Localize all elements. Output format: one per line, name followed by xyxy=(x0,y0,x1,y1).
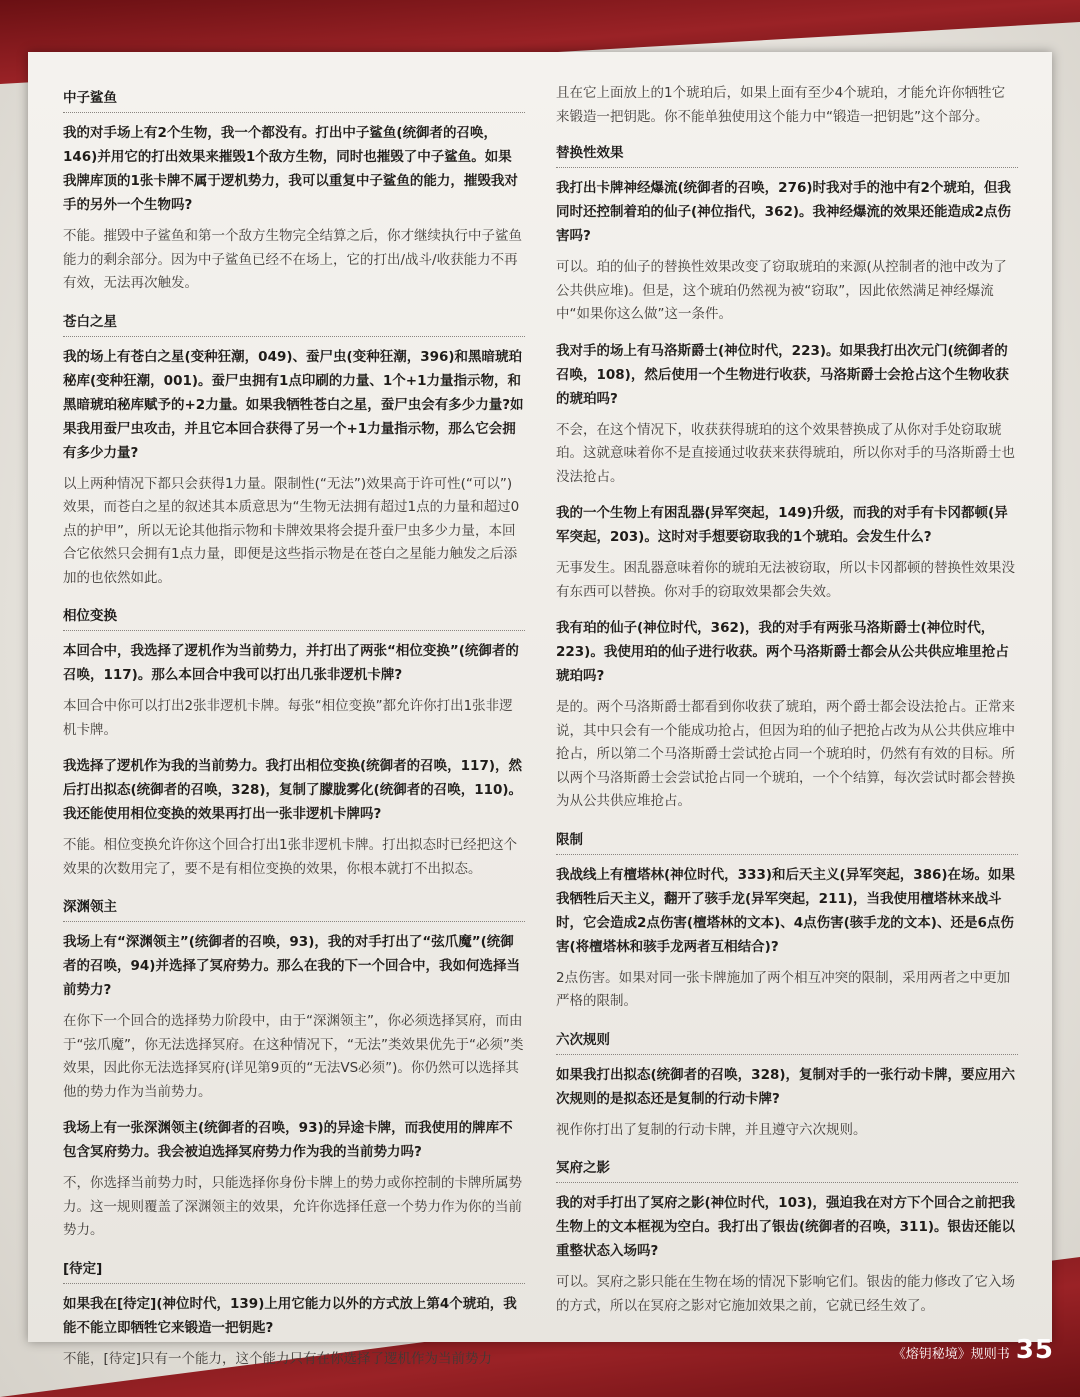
section-phase-shift xyxy=(63,604,525,881)
section-shadow-of-dis xyxy=(556,1156,1018,1318)
question: 我战线上有檀塔林(神位时代，333)和后天主义(异军突起，386)在场。如果我牺牲后天主义，翻开了骇手龙(异军突起，211)，当我使用檀塔林来战斗时，它会造成2点伤害(檀塔林的文本)、4点伤害(骇手龙的文本)、还是6点伤害(将檀塔林和骇手龙两者互相结合)? xyxy=(556,866,1016,955)
answer: 不会，在这个情况下，收获获得琥珀的这个效果替换成了从你对手处窃取琥珀。这就意味着你不是直接通过收获来获得琥珀，所以你对手的马洛斯爵士也没法抢占。 xyxy=(556,421,1015,485)
section-rule-of-six xyxy=(556,1028,1018,1143)
section-replacement-effects xyxy=(556,141,1018,814)
section-heading: 替换性效果 xyxy=(556,141,1018,168)
answer: 不，你选择当前势力时，只能选择你身份卡牌上的势力或你控制的卡牌所属势力。这一规则覆盖了深渊领主的效果，允许你选择任意一个势力作为你的当前势力。 xyxy=(63,1175,522,1238)
answer: 不能。摧毁中子鲨鱼和第一个敌方生物完全结算之后，你才继续执行中子鲨鱼能力的剩余部分。因为中子鲨鱼已经不在场上，它的打出/战斗/收获能力不再有效，无法再次触发。 xyxy=(63,228,522,291)
section-pale-star xyxy=(63,310,525,591)
answer: 本回合中你可以打出2张非逻机卡牌。每张“相位变换”都允许你打出1张非逻机卡牌。 xyxy=(63,698,513,738)
question: 我打出卡牌神经爆流(统御者的召唤，276)时我对手的池中有2个琥珀，但我同时还控制着珀的仙子(神位指代，362)。我神经爆流的效果还能造成2点伤害吗? xyxy=(556,180,1011,244)
book-title: 《熔钥秘境》规则书 xyxy=(892,1347,1010,1362)
answer: 是的。两个马洛斯爵士都看到你收获了琥珀，两个爵士都会设法抢占。正常来说，其中只会有一个能成功抢占，但因为珀的仙子把抢占改为从公共供应堆中抢占，所以第二个马洛斯爵士尝试抢占同一个琥珀时，仍然有有效的目标。所以两个马洛斯爵士会尝试抢占同一个琥珀，一个个结算，每次尝试时都会替换为从公共供应堆抢占。 xyxy=(556,699,1015,809)
section-heading: 苍白之星 xyxy=(63,310,525,337)
question: 如果我打出拟态(统御者的召唤，328)，复制对手的一张行动卡牌，要应用六次规则的是拟态还是复制的行动卡牌? xyxy=(556,1066,1016,1107)
section-abyss-lord xyxy=(63,895,525,1243)
section-heading: 六次规则 xyxy=(556,1028,1018,1055)
question: 我的对手场上有2个生物，我一个都没有。打出中子鲨鱼(统御者的召唤，146)并用它的打出效果来摧毁1个敌方生物，同时也摧毁了中子鲨鱼。如果我牌库顶的1张卡牌不属于逻机势力，我可以重复中子鲨鱼的能力，摧毁我对手的另外一个生物吗? xyxy=(63,125,518,213)
section-heading: 限制 xyxy=(556,828,1018,855)
question: 我选择了逻机作为我的当前势力。我打出相位变换(统御者的召唤，117)，然后打出拟态(统御者的召唤，328)，复制了朦胧雾化(统御者的召唤，110)。我还能使用相位变换的效果再打出一张非逻机卡牌吗? xyxy=(63,758,523,822)
section-heading: 深渊领主 xyxy=(63,895,525,922)
question: 本回合中，我选择了逻机作为当前势力，并打出了两张“相位变换”(统御者的召唤，117)。那么本回合中我可以打出几张非逻机卡牌? xyxy=(63,643,519,683)
question: 我对手的场上有马洛斯爵士(神位时代，223)。如果我打出次元门(统御者的召唤，108)，然后使用一个生物进行收获，马洛斯爵士会抢占这个生物收获的琥珀吗? xyxy=(556,342,1009,407)
section-neutron-shark xyxy=(63,86,525,296)
answer: 不能，[待定]只有一个能力，这个能力只有在你选择了逻机作为当前势力 xyxy=(63,1350,493,1367)
question: 我有珀的仙子(神位时代，362)，我的对手有两张马洛斯爵士(神位时代，223)。我使用珀的仙子进行收获。两个马洛斯爵士都会从公共供应堆里抢占琥珀吗? xyxy=(556,620,1009,684)
right-column xyxy=(556,82,1018,1332)
page-number: 35 xyxy=(1015,1335,1054,1365)
section-heading: [待定] xyxy=(63,1257,525,1284)
answer: 2点伤害。如果对同一张卡牌施加了两个相互冲突的限制，采用两者之中更加严格的限制。 xyxy=(556,969,1011,1009)
question: 我场上有一张深渊领主(统御者的召唤，93)的异途卡牌，而我使用的牌库不包含冥府势力。我会被迫选择冥府势力作为我的当前势力吗? xyxy=(63,1120,513,1160)
answer: 不能。相位变换允许你这个回合打出1张非逻机卡牌。打出拟态时已经把这个效果的次数用完了，要不是有相位变换的效果，你根本就打不出拟态。 xyxy=(63,837,518,877)
left-column xyxy=(63,86,525,1385)
section-restrictions xyxy=(556,828,1018,1014)
answer: 无事发生。困乱器意味着你的琥珀无法被窃取，所以卡冈都顿的替换性效果没有东西可以替换。你对手的窃取效果都会失效。 xyxy=(556,560,1015,600)
continued-answer: 且在它上面放上的1个琥珀后，如果上面有至少4个琥珀，才能允许你牺牲它来锻造一把钥匙。你不能单独使用这个能力中“锻造一把钥匙”这个部分。 xyxy=(556,85,1006,125)
section-heading: 相位变换 xyxy=(63,604,525,631)
answer: 以上两种情况下都只会获得1力量。限制性(“无法”)效果高于许可性(“可以”)效果，而苍白之星的叙述其本质意思为“生物无法拥有超过1点的力量和超过0点的护甲”，所以无论其他指示物和卡牌效果将会提升蚕尸虫多少力量，本回合它依然只会拥有1点力量，即便是这些指示物是在苍白之星能力触发之后添加的也依然如此。 xyxy=(63,475,520,586)
page-footer xyxy=(893,1335,1054,1365)
section-heading: 中子鲨鱼 xyxy=(63,86,525,113)
answer: 可以。珀的仙子的替换性效果改变了窃取琥珀的来源(从控制者的池中改为了公共供应堆)。但是，这个琥珀仍然视为被“窃取”，因此依然满足神经爆流中“如果你这么做”这一条件。 xyxy=(556,259,1007,322)
question: 如果我在[待定](神位时代，139)上用它能力以外的方式放上第4个琥珀，我能不能立即牺牲它来锻造一把钥匙? xyxy=(63,1295,517,1336)
question: 我的场上有苍白之星(变种狂潮，049)、蚕尸虫(变种狂潮，396)和黑暗琥珀秘库(变种狂潮，001)。蚕尸虫拥有1点印刷的力量、1个+1力量指示物，和黑暗琥珀秘库赋予的+2力量。如果我牺牲苍白之星，蚕尸虫会有多少力量?如果我用蚕尸虫攻击，并且它本回合获得了另一个+1力量指示物，那么它会拥有多少力量? xyxy=(63,348,524,461)
section-heading: 冥府之影 xyxy=(556,1156,1018,1183)
question: 我的对手打出了冥府之影(神位时代，103)，强迫我在对方下个回合之前把我生物上的文本框视为空白。我打出了银齿(统御者的召唤，311)。银齿还能以重整状态入场吗? xyxy=(556,1195,1016,1259)
section-tbd xyxy=(63,1257,525,1372)
answer: 视作你打出了复制的行动卡牌，并且遵守六次规则。 xyxy=(556,1121,867,1138)
answer: 在你下一个回合的选择势力阶段中，由于“深渊领主”，你必须选择冥府，而由于“弦爪魔”，你无法选择冥府。在这种情况下，“无法”类效果优先于“必须”类效果，因此你无法选择冥府(详见第9页的“无法VS必须”)。你仍然可以选择其他的势力作为当前势力。 xyxy=(63,1013,524,1100)
question: 我的一个生物上有困乱器(异军突起，149)升级，而我的对手有卡冈都顿(异军突起，203)。这时对手想要窃取我的1个琥珀。会发生什么? xyxy=(556,505,1008,545)
question: 我场上有“深渊领主”(统御者的召唤，93)，我的对手打出了“弦爪魔”(统御者的召唤，94)并选择了冥府势力。那么在我的下一个回合中，我如何选择当前势力? xyxy=(63,934,520,998)
answer: 可以。冥府之影只能在生物在场的情况下影响它们。银齿的能力修改了它入场的方式，所以在冥府之影对它施加效果之前，它就已经生效了。 xyxy=(556,1274,1015,1314)
